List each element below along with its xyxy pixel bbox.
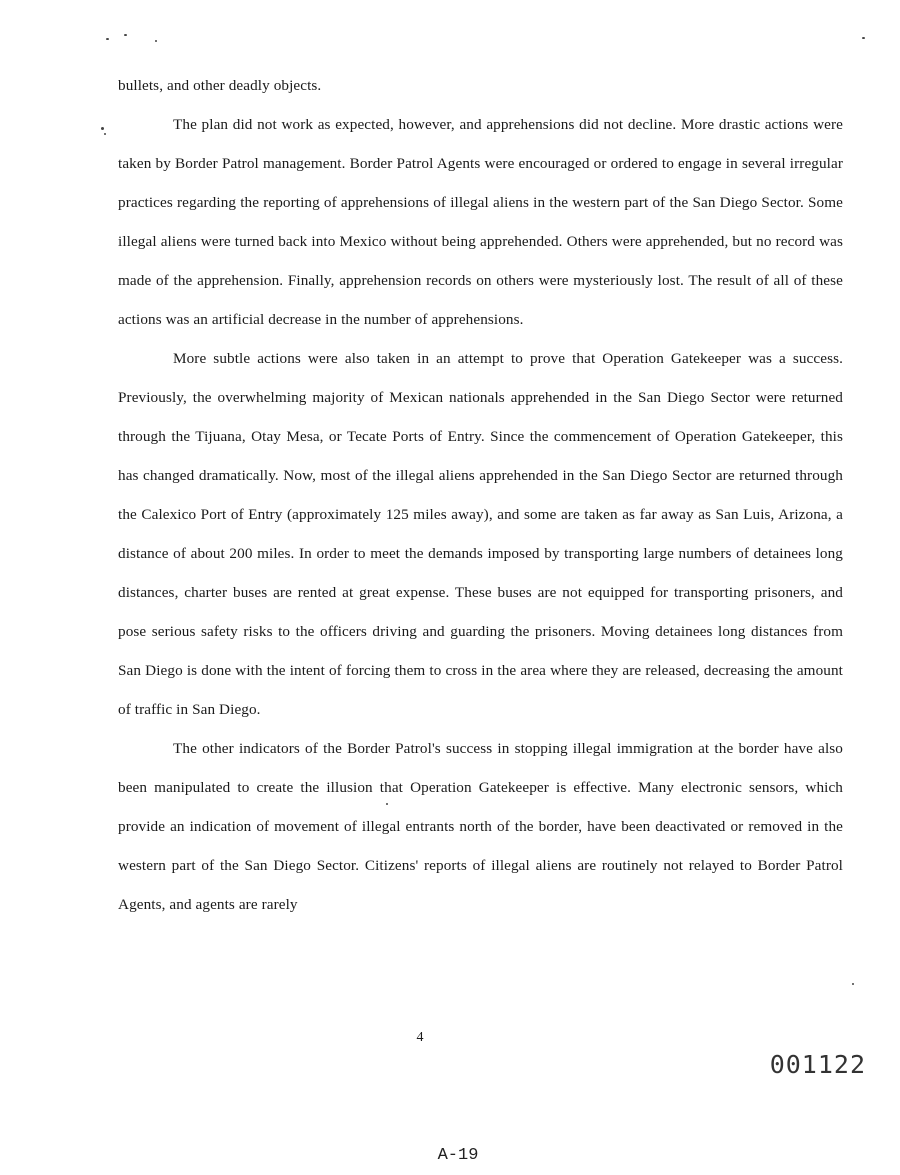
scan-speck — [852, 983, 854, 985]
scan-speck — [104, 133, 106, 135]
scan-speck — [101, 127, 104, 130]
paragraph: The plan did not work as expected, however, and apprehensions did not decline. More drastic actions were taken by Border Patrol management. Border Patrol Agents were encouraged or ordered to engage in several irregular practices regarding the reporting of apprehensions of illegal aliens in the western part of the San Diego Sector. Some illegal aliens were turned back into Mexico without being apprehended. Others were apprehended, but no record was made of the apprehension. Finally, apprehension records on others were mysteriously lost. The result of all of these actions was an artificial decrease in the number of apprehensions. — [118, 116, 843, 328]
page-number: 4 — [416, 1030, 424, 1045]
scan-speck — [155, 40, 157, 42]
scan-speck — [124, 34, 127, 36]
paragraph: bullets, and other deadly objects. — [118, 77, 322, 94]
body-text — [118, 66, 843, 924]
scan-speck — [862, 37, 865, 39]
scan-speck — [106, 38, 109, 40]
paragraph: The other indicators of the Border Patrol's success in stopping illegal immigration at the border have also been manipulated to create the illusion that Operation Gatekeeper is effective. Many electronic sensors, which provide an indication of movement of illegal entrants north of the border, have been deactivated or removed in the western part of the San Diego Sector. Citizens' reports of illegal aliens are routinely not relayed to Border Patrol Agents, and agents are rarely — [118, 740, 843, 913]
paragraph: More subtle actions were also taken in an attempt to prove that Operation Gatekeeper was a success. Previously, the overwhelming majority of Mexican nationals apprehended in the San Diego Sector were returned through the Tijuana, Otay Mesa, or Tecate Ports of Entry. Since the commencement of Operation Gatekeeper, this has changed dramatically. Now, most of the illegal aliens apprehended in the San Diego Sector are returned through the Calexico Port of Entry (approximately 125 miles away), and some are taken as far away as San Luis, Arizona, a distance of about 200 miles. In order to meet the demands imposed by transporting large numbers of detainees long distances, charter buses are rented at great expense. These buses are not equipped for transporting prisoners, and pose serious safety risks to the officers driving and guarding the prisoners. Moving detainees long distances from San Diego is done with the intent of forcing them to cross in the area where they are released, decreasing the amount of traffic in San Diego. — [118, 350, 843, 718]
bates-number: 001122 — [769, 1050, 866, 1079]
exhibit-label: A-19 — [437, 1146, 479, 1165]
